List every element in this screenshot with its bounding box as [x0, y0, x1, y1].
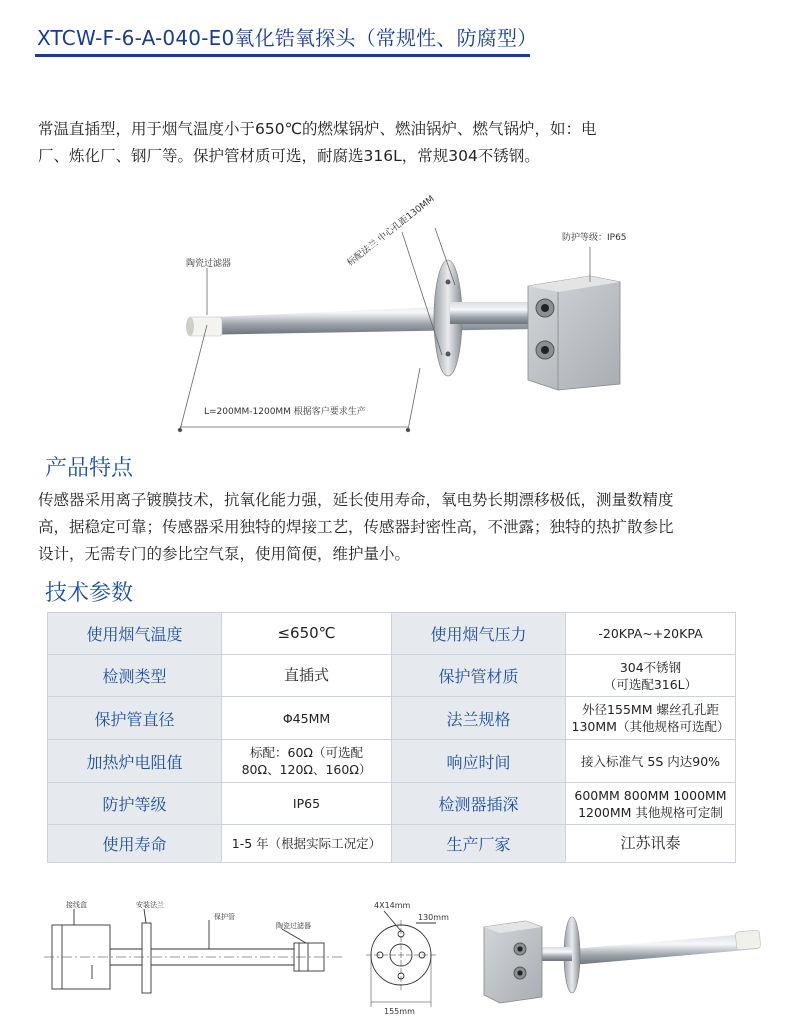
spec-key: 保护管材质	[392, 655, 566, 697]
intro-line: 厂、炼化厂、钢厂等。保护管材质可选，耐腐选316L，常规304不锈钢。	[38, 147, 540, 165]
spec-value: 304不锈钢 （可选配316L）	[566, 655, 736, 697]
features-paragraph	[38, 487, 768, 568]
spec-key: 防护等级	[48, 783, 222, 825]
params-heading: 技术参数	[45, 581, 134, 606]
flange-label: 标配法兰 中心孔距130MM	[345, 194, 437, 269]
table-row	[48, 825, 736, 863]
table-row	[48, 613, 736, 655]
probe-flange	[434, 260, 530, 376]
features-line: 高，据稳定可靠；传感器采用独特的焊接工艺，传感器封密性高，不泄露；独特的热扩散参比	[38, 518, 674, 536]
protection-label: 防护等级：IP65	[562, 233, 627, 243]
spec-value: 接入标准气 5S 内达90%	[566, 740, 736, 783]
features-line: 设计，无需专门的参比空气泵，使用简便，维护量小。	[38, 545, 411, 563]
product-photo	[150, 190, 650, 440]
spec-value: -20KPA~+20KPA	[566, 613, 736, 655]
table-row	[48, 783, 736, 825]
spec-key: 法兰规格	[392, 697, 566, 740]
spec-key: 响应时间	[392, 740, 566, 783]
spec-key: 使用寿命	[48, 825, 222, 863]
junction-box	[528, 276, 620, 390]
tube-drawing-label: 保护管	[214, 913, 235, 921]
intro-line: 常温直插型，用于烟气温度小于650℃的燃煤锅炉、燃油锅炉、燃气锅炉，如：电	[38, 120, 597, 138]
title-underline	[35, 54, 530, 57]
spec-key: 生产厂家	[392, 825, 566, 863]
spec-value: ≤650℃	[222, 613, 392, 655]
drawing-flange	[142, 923, 151, 993]
length-label: L=200MM-1200MM 根据客户要求生产	[204, 407, 366, 417]
spec-key: 保护管直径	[48, 697, 222, 740]
filter-drawing-label: 陶瓷过滤器	[276, 922, 311, 930]
spec-value: IP65	[222, 783, 392, 825]
spec-key: 检测类型	[48, 655, 222, 697]
intro-paragraph	[38, 116, 768, 170]
features-line: 传感器采用离子镀膜技术，抗氧化能力强，延长使用寿命，氧电势长期漂移极低，测量数精度	[38, 491, 674, 509]
spec-value: 600MM 800MM 1000MM 1200MM 其他规格可定制	[566, 783, 736, 825]
page-title: XTCW-F-6-A-040-E0氧化锆氧探头（常规性、防腐型）	[37, 26, 538, 50]
spec-value: Φ45MM	[222, 697, 392, 740]
spec-value: 江苏讯泰	[566, 825, 736, 863]
technical-drawing	[44, 895, 454, 1020]
spec-key: 使用烟气压力	[392, 613, 566, 655]
flange-drawing-label: 安装法兰	[136, 901, 164, 909]
bolt-label: 4X14mm	[374, 901, 411, 910]
pitch-label: 130mm	[418, 913, 449, 922]
diameter-label: 155mm	[384, 1007, 415, 1016]
spec-value: 直插式	[222, 655, 392, 697]
spec-key: 使用烟气温度	[48, 613, 222, 655]
product-photo-2	[480, 905, 780, 1020]
table-row	[48, 655, 736, 697]
spec-value: 标配：60Ω（可选配 80Ω、120Ω、160Ω）	[222, 740, 392, 783]
spec-key: 加热炉电阻值	[48, 740, 222, 783]
spec-key: 检测器插深	[392, 783, 566, 825]
features-heading: 产品特点	[45, 456, 134, 481]
table-row	[48, 740, 736, 783]
junction-box-label: 接线盒	[66, 901, 87, 909]
table-row	[48, 697, 736, 740]
spec-table	[47, 612, 736, 863]
filter-label: 陶瓷过滤器	[186, 259, 232, 269]
spec-value: 1-5 年（根据实际工况定）	[222, 825, 392, 863]
spec-value: 外径155MM 螺丝孔孔距 130MM（其他规格可选配）	[566, 697, 736, 740]
